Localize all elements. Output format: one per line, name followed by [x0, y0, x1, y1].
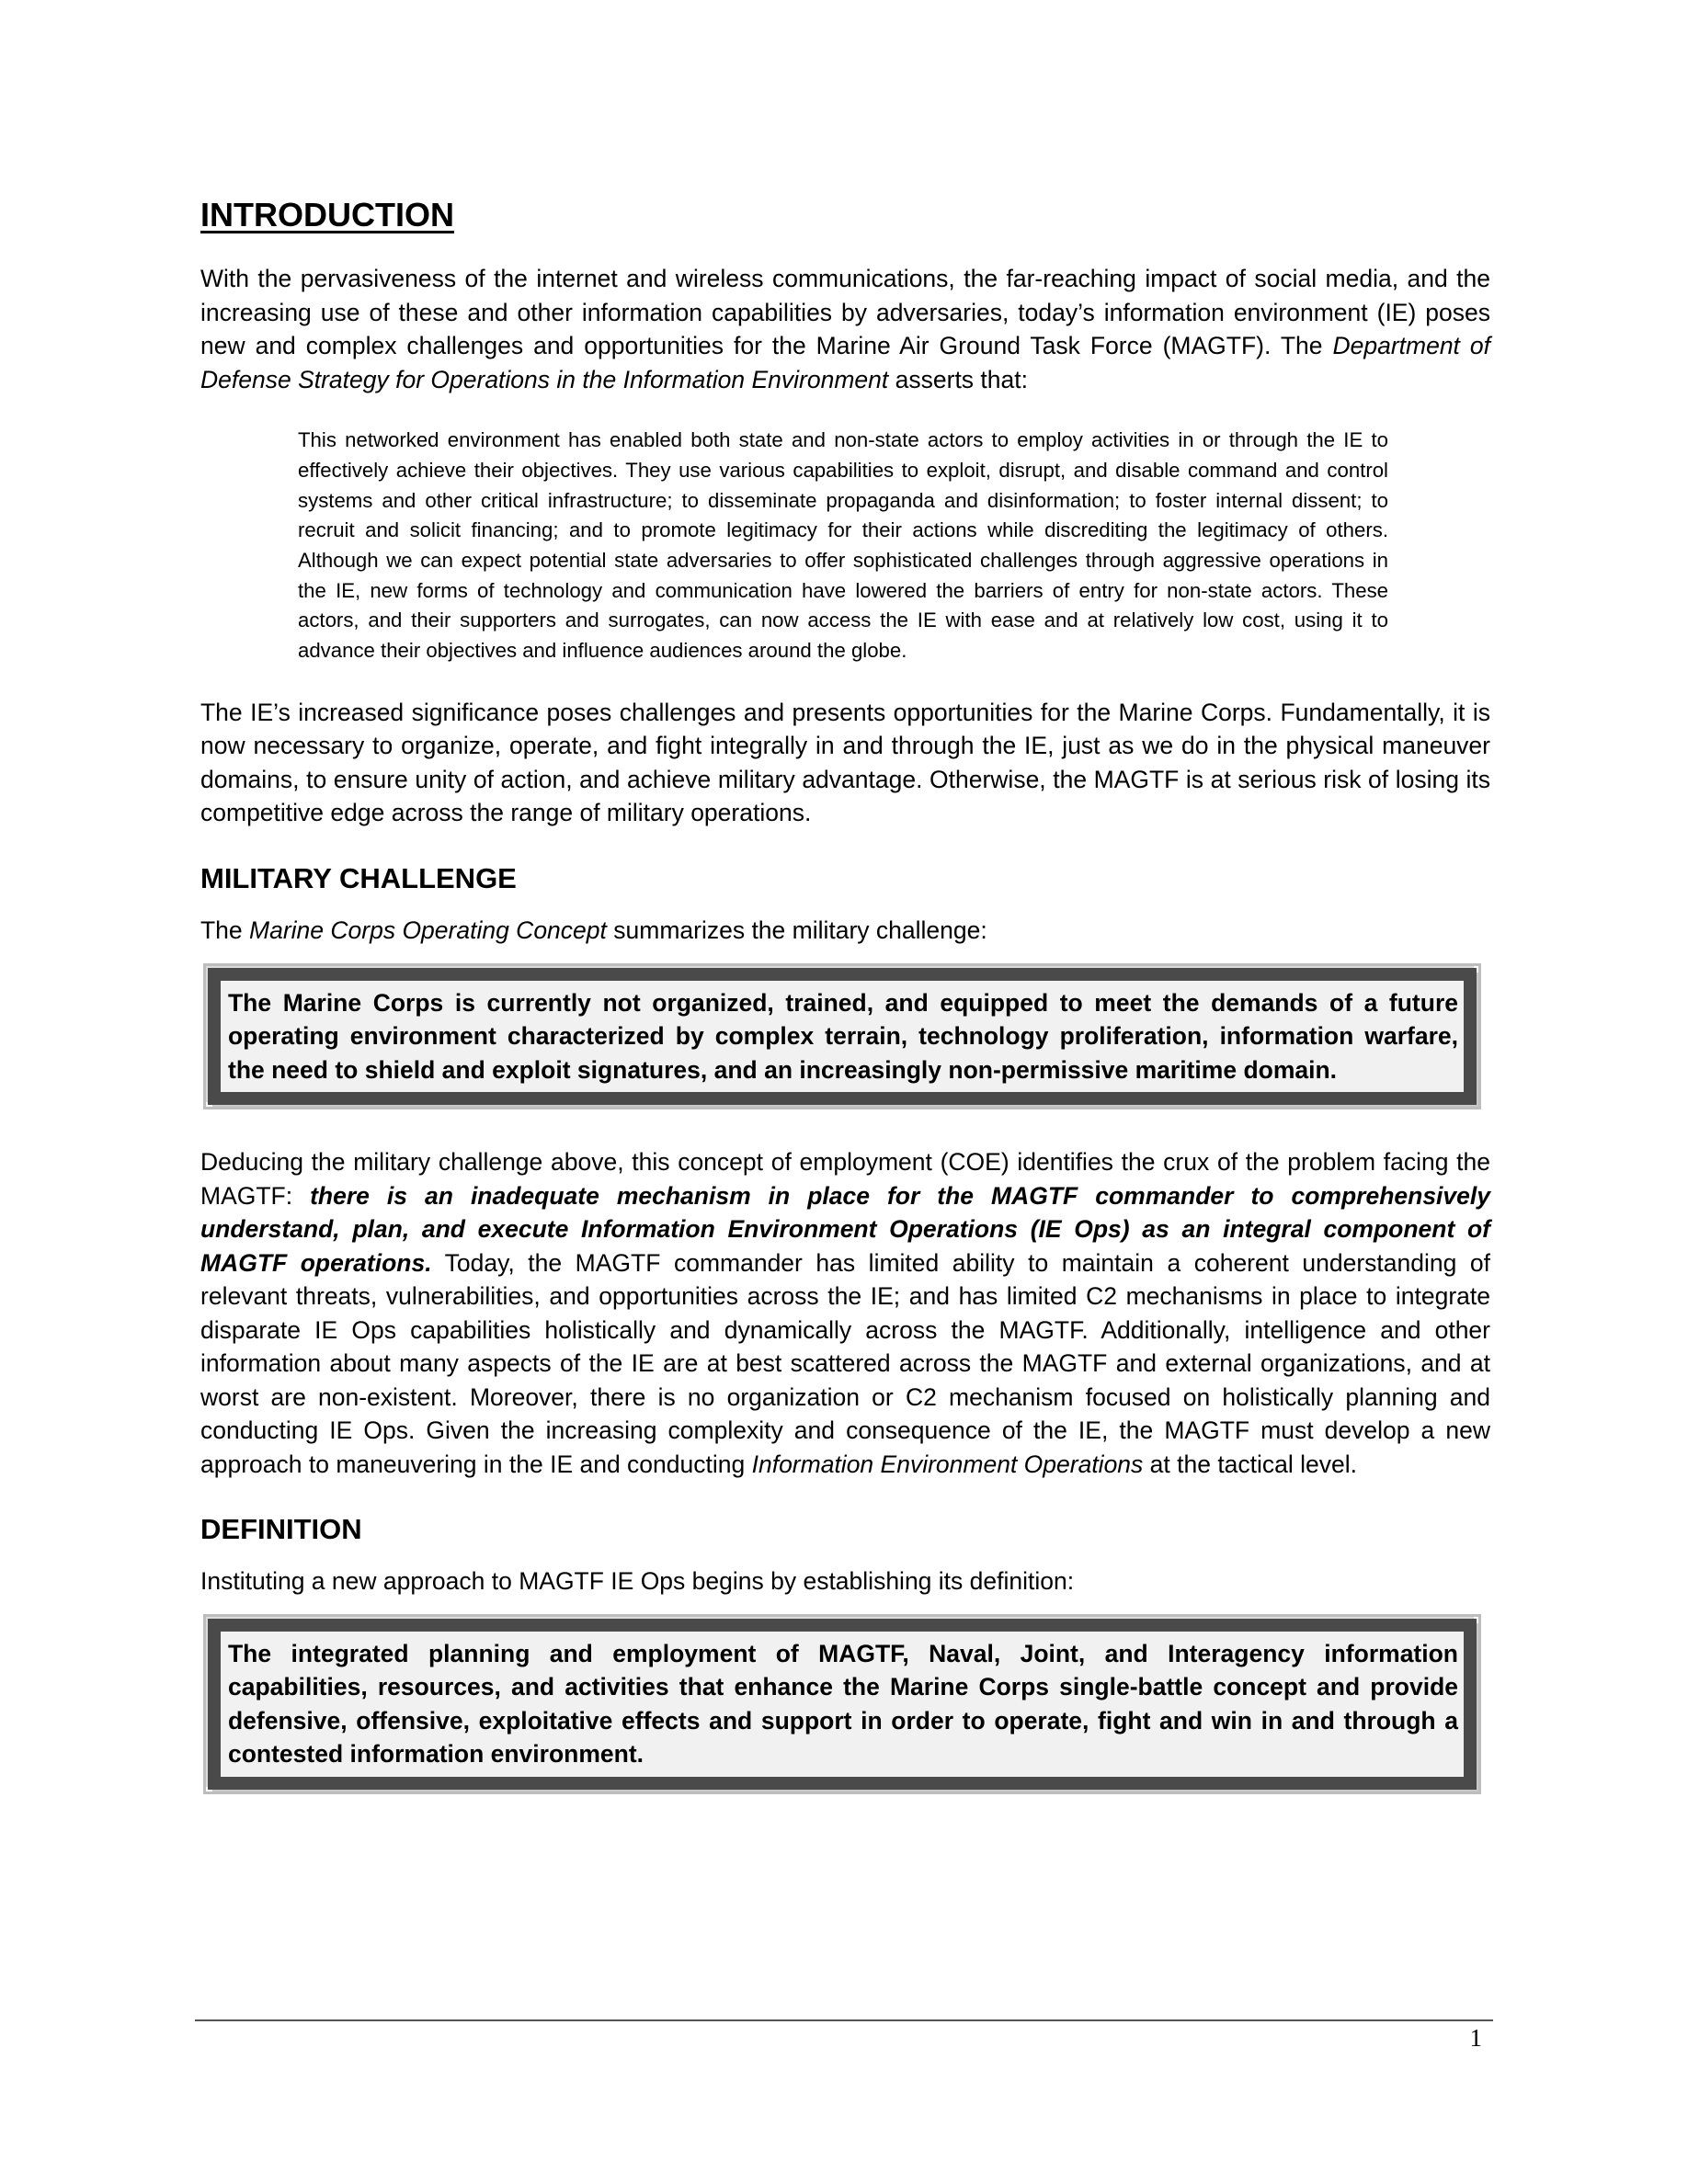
page-number: 1	[1469, 2024, 1482, 2052]
definition-callout	[208, 1619, 1477, 1790]
mcoc-lead-start: The	[200, 916, 250, 944]
introduction-heading: INTRODUCTION	[200, 196, 454, 233]
coe-end: at the tactical level.	[1143, 1450, 1358, 1478]
mcoc-lead-end: summarizes the military challenge:	[606, 916, 987, 944]
intro-doc-title: Department of Defense Strategy for Operations in the Information Environment	[200, 332, 1490, 393]
definition-heading: DEFINITION	[200, 1513, 362, 1545]
block-quote: This networked environment has enabled both state and non-state actors to employ activities in or through the IE to effectively achieve their objectives. They use various capabilities to exploit, disrupt, and disable command and control systems and other critical infrastructure; to disseminate propaganda and disinformation; to foster internal dissent; to recruit and solicit financing; and to promote legitimacy for their actions while discrediting the legitimacy of others. Although we can expect potential state adversaries to offer sophisticated challenges through aggressive operations in the IE, new forms of technology and communication have lowered the barriers of entry for non-state actors. These actors, and their supporters and surrogates, can now access the IE with ease and at relatively low cost, using it to advance their objectives and influence audiences around the globe.	[298, 428, 1388, 663]
military-challenge-callout	[208, 968, 1477, 1106]
intro-tail: asserts that:	[888, 365, 1028, 393]
coe-middle: Today, the MAGTF commander has limited ability to maintain a coherent understanding of relevant threats, vulnerabilities, and opportunities across the IE; and has limited C2 mechanisms in place to integrate disparate IE Ops capabilities holistically and dynamically across the MAGTF. Additionally, intelligence and other information about many aspects of the IE are at best scattered across the MAGTF and external organizations, and at worst are non-existent. Moreover, there is no organization or C2 mechanism focused on holistically planning and conducting IE Ops. Given the increasing complexity and consequence of the IE, the MAGTF must develop a new approach to maneuvering in the IE and conducting	[200, 1248, 1490, 1478]
introduction-paragraph	[200, 262, 1490, 396]
military-challenge-heading: MILITARY CHALLENGE	[200, 861, 517, 894]
military-challenge-callout-text: The Marine Corps is currently not organized, trained, and equipped to meet the demands of a future operating environment characterized by complex terrain, technology proliferation, information warfare, the need to shield and exploit signatures, and an increasingly non-permissive maritime domain.	[228, 988, 1458, 1084]
coe-problem-statement: there is an inadequate mechanism in place for the MAGTF commander to comprehensively understand, plan, and execute Information Environment Operations (IE Ops) as an integral component of MAGTF operations.	[200, 1181, 1490, 1277]
footer-rule	[195, 2019, 1493, 2021]
coe-ieo-term: Information Environment Operations	[751, 1450, 1144, 1478]
definition-lead: Instituting a new approach to MAGTF IE Ops begins by establishing its definition:	[200, 1567, 1075, 1596]
definition-callout-text: The integrated planning and employment of MAGTF, Naval, Joint, and Interagency information capabilities, resources, and activities that enhance the Marine Corps single-battle concept and provide defensive, offensive, exploitative effects and support in order to operate, fight and win in and through a contested information environment.	[228, 1639, 1458, 1769]
coe-start: Deducing the military challenge above, this concept of employment (COE) identifies the crux of the problem facing the MAGTF:	[200, 1148, 1490, 1210]
mcoc-lead	[200, 914, 1490, 948]
coe-paragraph	[200, 1145, 1490, 1481]
document-page	[200, 195, 1490, 1790]
intro-text: With the pervasiveness of the internet and wireless communications, the far-reaching impact of social media, and the increasing use of these and other information capabilities by adversaries, today’s information environment (IE) poses new and complex challenges and opportunities for the Marine Air Ground Task Force (MAGTF). The	[200, 265, 1490, 360]
mcoc-title: Marine Corps Operating Concept	[249, 916, 607, 944]
significance-paragraph: The IE’s increased significance poses challenges and presents opportunities for the Marine Corps. Fundamentally, it is now necessary to organize, operate, and fight integrally in and through the IE, just as we do in the physical maneuver domains, to ensure unity of action, and achieve military advantage. Otherwise, the MAGTF is at serious risk of losing its competitive edge across the range of military operations.	[200, 698, 1490, 827]
